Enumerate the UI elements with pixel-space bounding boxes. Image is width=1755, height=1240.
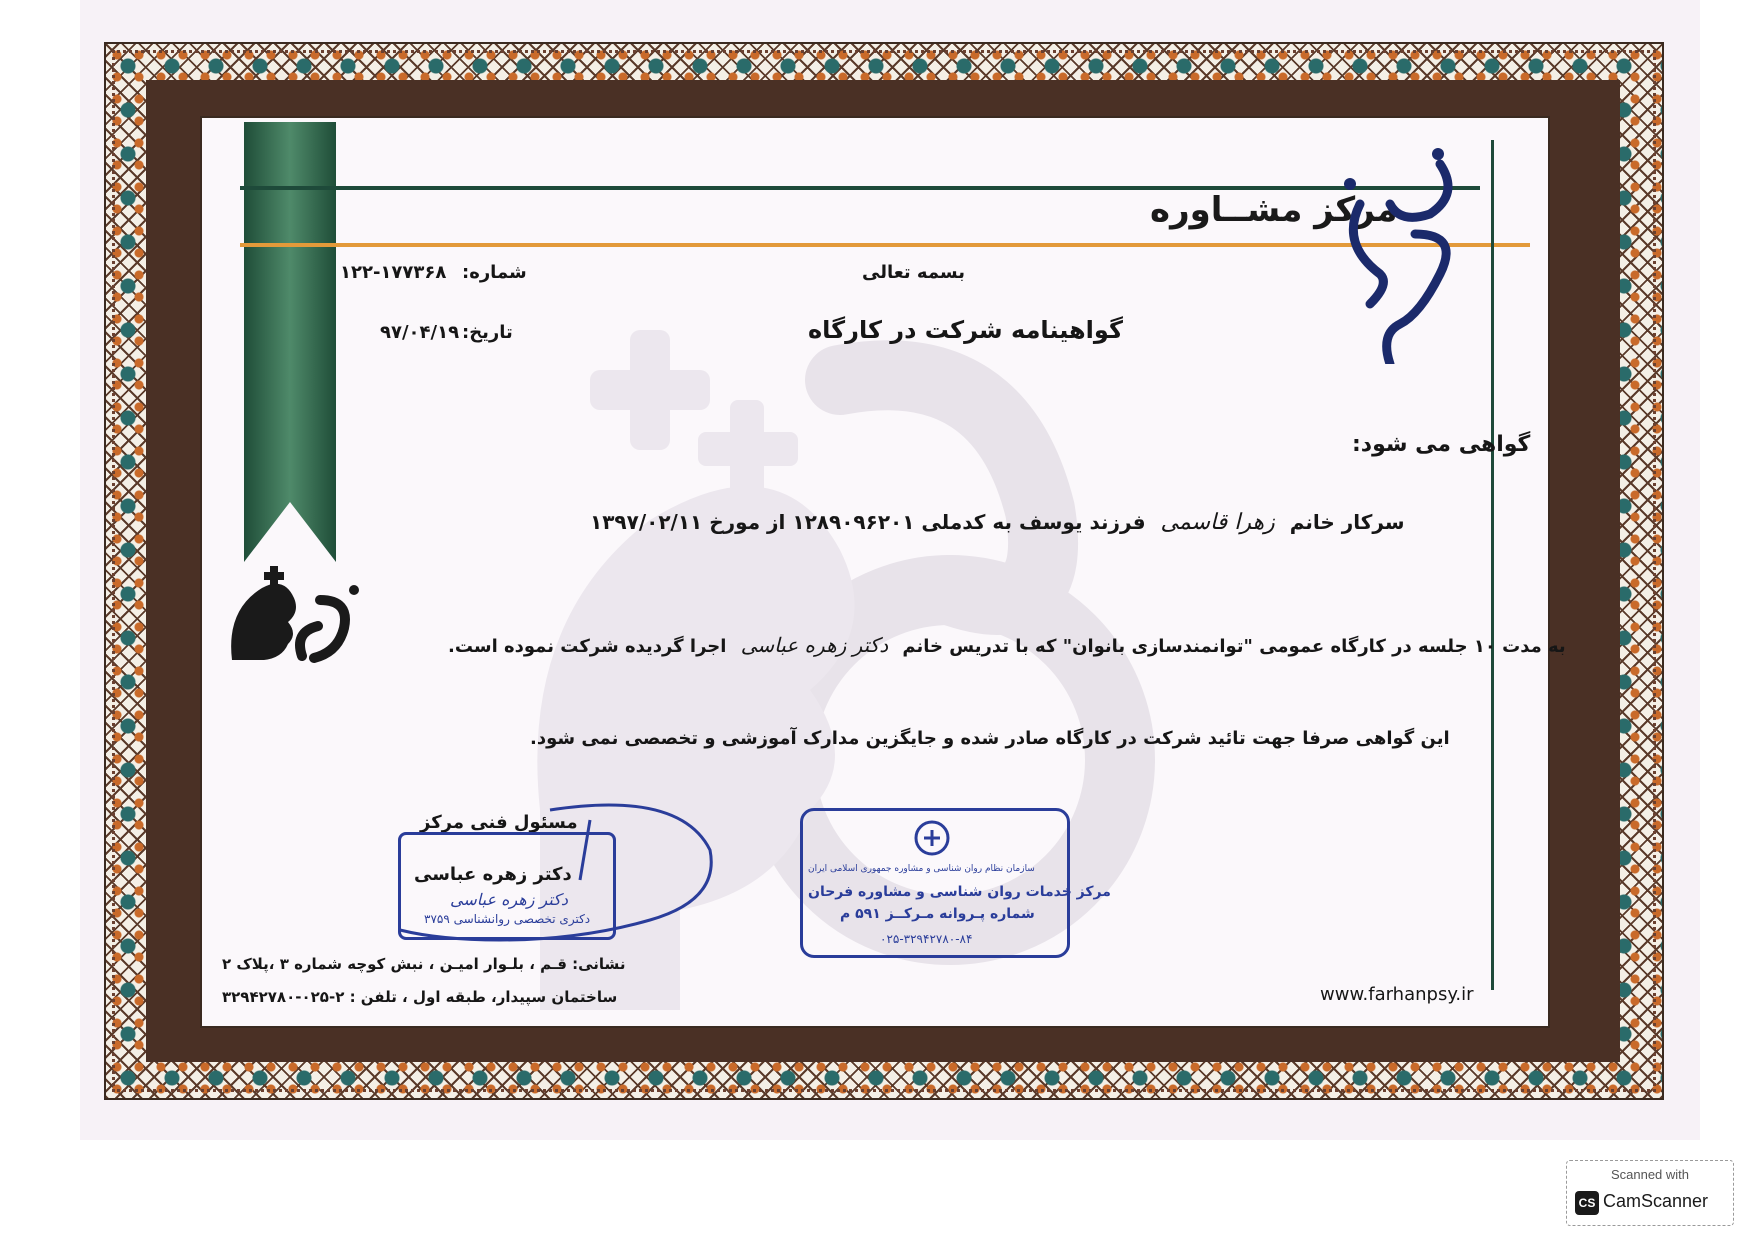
line1-rest: فرزند یوسف به کدملی ۱۲۸۹۰۹۶۲۰۱ از مورخ ۱۳۹۷/۰۲/۱۱ [590,510,1146,534]
camscanner-badge [1566,1160,1734,1226]
date-label: تاریخ: [462,322,513,343]
body-line-3: این گواهی صرفا جهت تائید شرکت در کارگاه صادر شده و جایگزین مدارک آموزشی و تخصصی نمی شود. [530,728,1450,749]
personal-stamp-name: دکتر زهره عباسی [450,890,568,909]
line2-prefix: به مدت ۱۰ جلسه در کارگاه عمومی "توانمندسازی بانوان" که با تدریس خانم [902,636,1566,657]
signature-role: مسئول فنی مرکز [420,812,578,833]
cs-app-name: CamScanner [1603,1191,1709,1211]
line2-suffix: اجرا گردیده شرکت نموده است. [448,636,727,657]
number-value: ۱۲۲-۱۷۷۳۶۸ [340,262,447,283]
stamp-org: سازمان نظام روان شناسی و مشاوره جمهوری اسلامی ایران [808,864,1035,874]
head-puzzle-logo-icon [222,560,372,670]
stamp-license: شماره پـروانه مـرکــز ۵۹۱ م [840,906,1035,922]
personal-stamp-sub: دکتری تخصصی روانشناسی ۳۷۵۹ [424,912,591,926]
stamp-center: مرکز خدمات روان شناسی و مشاوره فرحان [808,884,1111,900]
farhan-script-logo-icon [1320,124,1470,364]
brand-vertical-line [1491,140,1494,990]
body-line-1 [590,510,1405,535]
address-line-1: نشانی: قـم ، بلـوار امیـن ، نبش کوچه شماره ۳ ،پلاک ۲ [222,955,626,973]
psychology-emblem-icon [912,818,952,858]
participant-name: زهرا قاسمی [1160,510,1275,535]
certifies-heading: گواهی می شود: [1352,432,1531,457]
cs-logo-icon: CS [1575,1191,1599,1215]
certificate-title: گواهینامه شرکت در کارگاه [808,316,1123,344]
stamp-phone: ۰۲۵-۳۲۹۴۲۷۸۰-۸۴ [880,932,973,946]
number-label: شماره: [462,262,527,283]
body-line-2 [448,633,1566,657]
instructor-name: دکتر زهره عباسی [740,633,889,657]
address-line-2: ساختمان سپیدار، طبقه اول ، تلفن : ۲-۰۲۵-۳۲۹۴۲۷۸۰ [222,988,618,1006]
cs-caption: Scanned with [1610,1167,1690,1182]
website: www.farhanpsy.ir [1320,984,1474,1005]
brand-name: مرکز مشــاوره [1150,190,1398,230]
signature-name: دکتر زهره عباسی [414,864,572,885]
line1-prefix: سرکار خانم [1289,510,1405,534]
bismillah: بسمه تعالی [862,262,965,283]
date-value: ۹۷/۰۴/۱۹ [380,322,460,343]
